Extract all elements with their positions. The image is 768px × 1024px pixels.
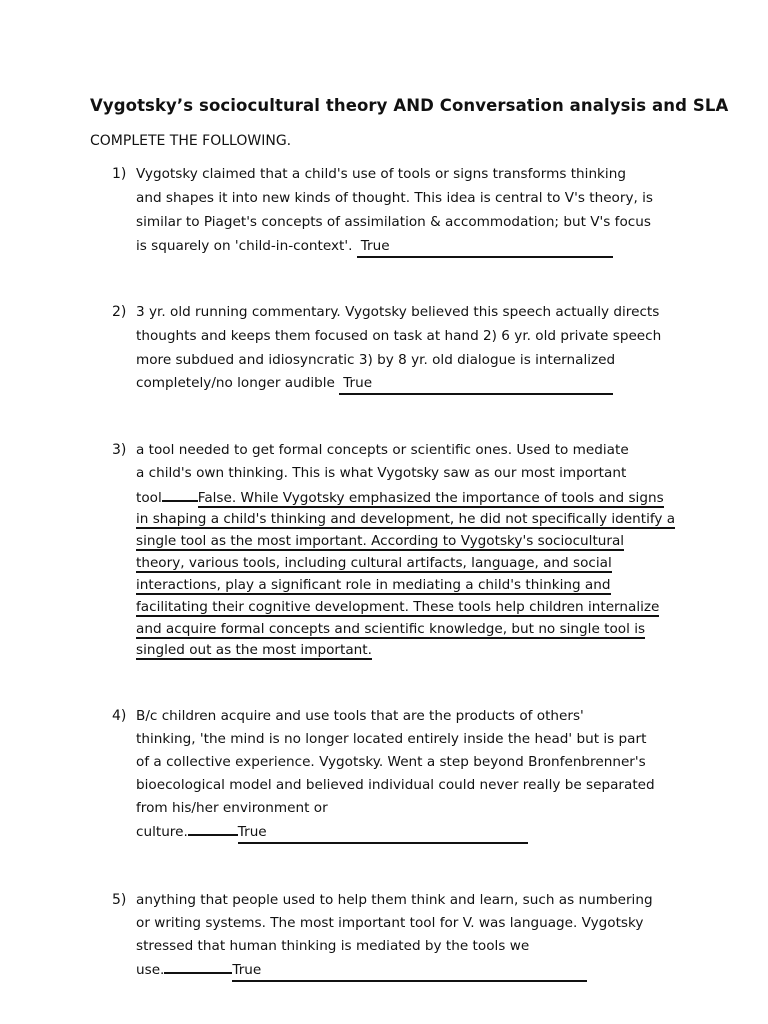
- answer-text-line: theory, various tools, including cultural artifacts, language, and social: [136, 555, 612, 571]
- answer-text-line: singled out as the most important.: [136, 642, 372, 658]
- question-number: 2): [112, 304, 127, 320]
- question-number: 3): [112, 442, 127, 458]
- question-answer-line: [136, 372, 613, 395]
- question-text-line: thinking, 'the mind is no longer located entirely inside the head' but is part: [136, 731, 647, 747]
- answer-field: [357, 237, 613, 258]
- instruction-text: COMPLETE THE FOLLOWING.: [90, 133, 292, 149]
- question-number: 1): [112, 166, 127, 182]
- question-text-line: is squarely on 'child-in-context'.: [136, 238, 353, 254]
- answer-text: True: [343, 375, 373, 391]
- question-text-line: stressed that human thinking is mediated by the tools we: [136, 938, 530, 954]
- answer-text-line: single tool as the most important. According to Vygotsky's sociocultural: [136, 533, 625, 549]
- question-answer-line: [136, 486, 664, 510]
- question-text-line: use.: [136, 962, 165, 978]
- question-text-line: 3 yr. old running commentary. Vygotsky believed this speech actually directs: [136, 304, 660, 320]
- question-text-line: Vygotsky claimed that a child's use of tools or signs transforms thinking: [136, 166, 626, 182]
- answer-text-line: facilitating their cognitive development. These tools help children internalize: [136, 599, 660, 615]
- question-text-line: thoughts and keeps them focused on task at hand 2) 6 yr. old private speech: [136, 328, 662, 344]
- question-text-line: B/c children acquire and use tools that are the products of others': [136, 708, 584, 724]
- question-text-line: from his/her environment or: [136, 800, 328, 816]
- answer-text-line: in shaping a child's thinking and development, he did not specifically identify a: [136, 511, 676, 527]
- answer-text-line-wrapper: [136, 552, 612, 575]
- question-text-line: similar to Piaget's concepts of assimilation & accommodation; but V's focus: [136, 214, 651, 230]
- question-answer-line: [136, 820, 528, 844]
- question-text-line: more subdued and idiosyncratic 3) by 8 yr. old dialogue is internalized: [136, 352, 616, 368]
- answer-text: True: [232, 962, 262, 978]
- question-text-line: bioecological model and believed individual could never really be separated: [136, 777, 655, 793]
- question-number: 5): [112, 892, 127, 908]
- answer-text-line-wrapper: [136, 530, 624, 553]
- answer-text-line: and acquire formal concepts and scientific knowledge, but no single tool is: [136, 621, 646, 637]
- question-text-line: tool: [136, 490, 162, 506]
- question-number: 4): [112, 708, 127, 724]
- question-answer-line: [136, 958, 587, 982]
- question-text-line: a tool needed to get formal concepts or scientific ones. Used to mediate: [136, 442, 629, 458]
- question-text-line: and shapes it into new kinds of thought. This idea is central to V's theory, is: [136, 190, 654, 206]
- answer-blank: [162, 486, 198, 502]
- answer-field: [339, 374, 613, 395]
- question-text-line: anything that people used to help them think and learn, such as numbering: [136, 892, 653, 908]
- answer-text: True: [237, 824, 267, 840]
- answer-blank: [164, 958, 232, 974]
- question-answer-line: [136, 235, 613, 258]
- answer-text-line: False. While Vygotsky emphasized the importance of tools and signs: [197, 490, 664, 506]
- answer-text-line-wrapper: [136, 508, 675, 531]
- page-title: Vygotsky’s sociocultural theory AND Conversation analysis and SLA: [90, 96, 729, 115]
- answer-field: [238, 823, 528, 844]
- question-text-line: of a collective experience. Vygotsky. Went a step beyond Bronfenbrenner's: [136, 754, 646, 770]
- question-text-line: or writing systems. The most important tool for V. was language. Vygotsky: [136, 915, 644, 931]
- question-text-line: culture.: [136, 824, 188, 840]
- answer-text-line-wrapper: [136, 596, 659, 619]
- answer-field: [232, 961, 587, 982]
- answer-text-line-wrapper: [136, 639, 372, 662]
- answer-text-line-wrapper: [136, 574, 611, 597]
- answer-blank: [188, 820, 238, 836]
- answer-text-line: interactions, play a significant role in mediating a child's thinking and: [136, 577, 611, 593]
- question-text-line: a child's own thinking. This is what Vygotsky saw as our most important: [136, 465, 627, 481]
- question-text-line: completely/no longer audible: [136, 375, 335, 391]
- answer-text-line-wrapper: [136, 618, 645, 641]
- answer-text: True: [360, 238, 390, 254]
